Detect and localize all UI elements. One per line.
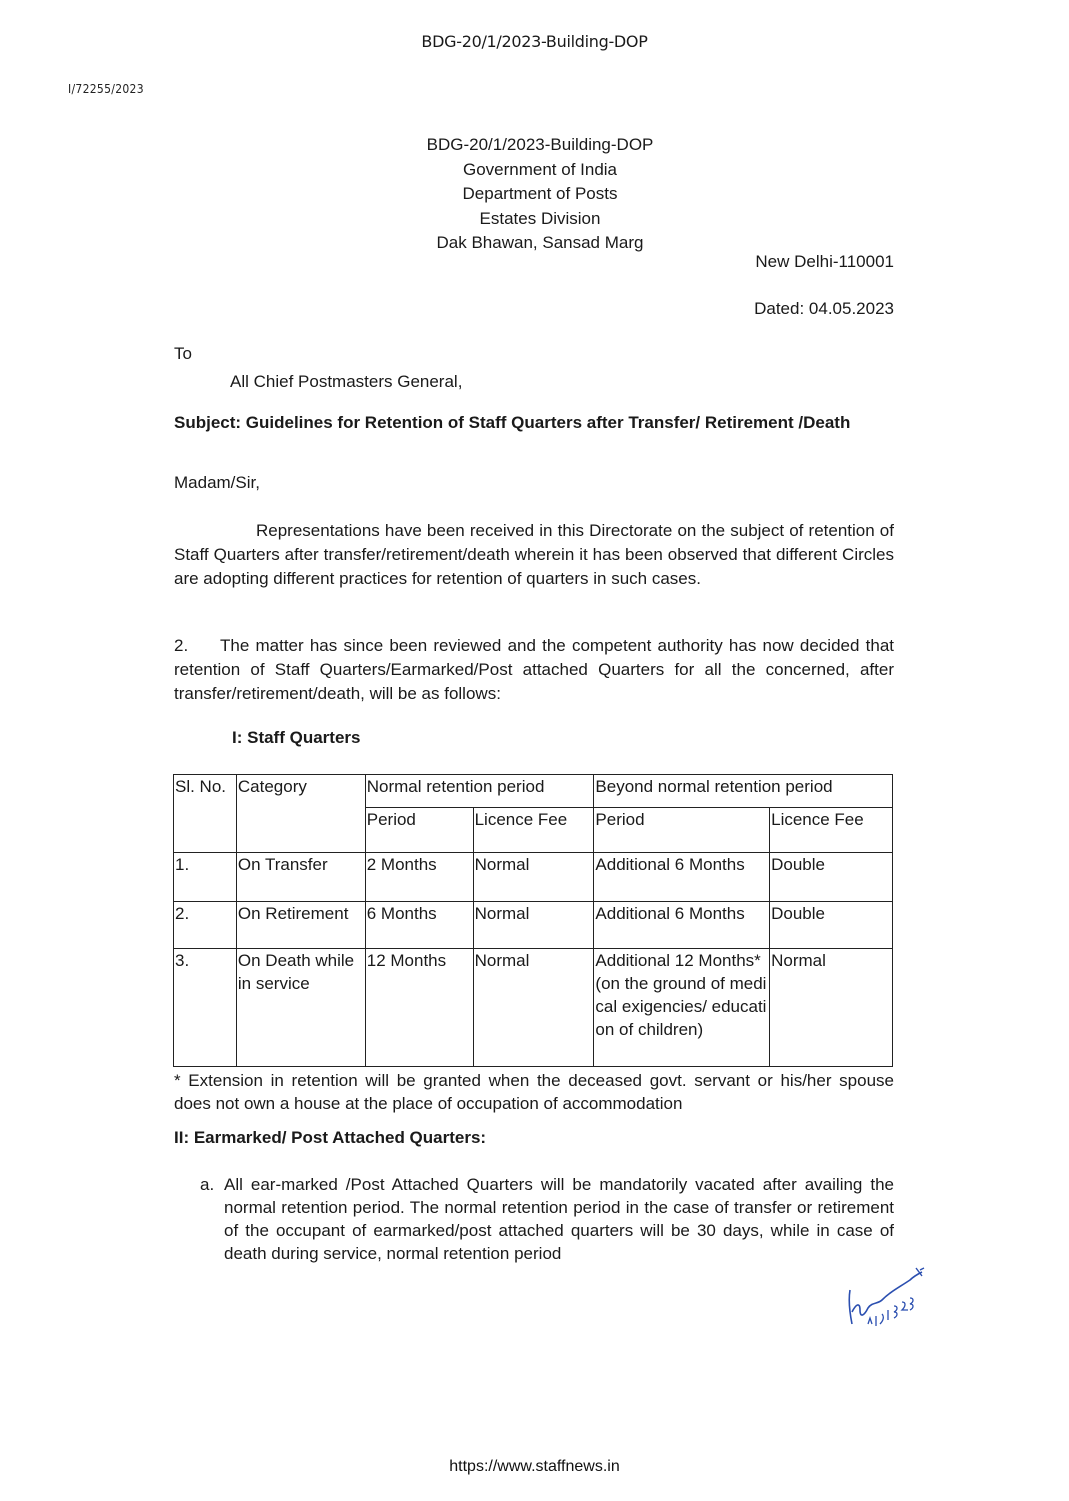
header-normal-retention: Normal retention period (365, 775, 594, 808)
cell-beyond-period: Additional 6 Months (594, 902, 770, 949)
cell-sl: 2. (174, 902, 237, 949)
department-line: Department of Posts (462, 184, 618, 203)
table-row (174, 902, 893, 949)
header-sl-no: Sl. No. (174, 775, 237, 853)
cell-beyond-period: Additional 6 Months (594, 853, 770, 902)
address-line: Dak Bhawan, Sansad Marg (436, 233, 644, 252)
section-title-staff-quarters: I: Staff Quarters (232, 728, 361, 747)
cell-normal-period: 2 Months (365, 853, 473, 902)
cell-category: On Transfer (236, 853, 365, 902)
to-label: To (174, 344, 192, 363)
cell-sl: 1. (174, 853, 237, 902)
section-title-earmarked-quarters: II: Earmarked/ Post Attached Quarters: (174, 1128, 487, 1147)
cell-category: On Death while in service (236, 949, 365, 1067)
date: Dated: 04.05.2023 (754, 299, 894, 318)
signature-icon (838, 1262, 928, 1332)
letterhead (380, 133, 700, 256)
paragraph-2 (174, 634, 894, 706)
salutation: Madam/Sir, (174, 473, 260, 492)
subject-line: Subject: Guidelines for Retention of Staff Quarters after Transfer/ Retirement /Death (174, 413, 851, 432)
file-number: I/72255/2023 (68, 82, 144, 96)
paragraph-2-text: The matter has since been reviewed and the competent authority has now decided that retention of Staff Quarters/Earmarked/Post attached Quarters for all the concerned, after transfer/retirement/death, will be as follows: (174, 636, 894, 703)
header-beyond-retention: Beyond normal retention period (594, 775, 893, 808)
division-line: Estates Division (479, 208, 601, 228)
cell-normal-fee: Normal (473, 853, 594, 902)
cell-beyond-period: Additional 12 Months*(on the ground of medical exigencies/ education of children) (594, 949, 770, 1067)
place: New Delhi-110001 (755, 252, 894, 271)
addressee: All Chief Postmasters General, (230, 372, 463, 391)
cell-normal-fee: Normal (473, 949, 594, 1067)
header-category: Category (236, 775, 365, 853)
cell-sl: 3. (174, 949, 237, 1067)
paragraph-number: 2. (174, 636, 189, 655)
header-licence-fee: Licence Fee (473, 808, 594, 853)
table-footnote: * Extension in retention will be granted when the deceased govt. servant or his/her spouse does not own a house at the place of occupation of accommodation (174, 1071, 894, 1113)
list-item-text: All ear-marked /Post Attached Quarters will be mandatorily vacated after availing the normal retention period. The normal retention period in the case of transfer or retirement of the occupant of earmarked/post attached quarters will be 30 days, while in case of death during service, normal retention period (224, 1175, 894, 1263)
cell-beyond-fee: Normal (770, 949, 893, 1067)
header-licence-fee-beyond: Licence Fee (770, 808, 893, 853)
cell-normal-fee: Normal (473, 902, 594, 949)
header-period-beyond: Period (594, 808, 770, 853)
top-file-reference: BDG-20/1/2023-Building-DOP (421, 32, 648, 51)
list-item-a (200, 1173, 894, 1265)
cell-beyond-fee: Double (770, 853, 893, 902)
cell-normal-period: 12 Months (365, 949, 473, 1067)
paragraph-1: Representations have been received in this Directorate on the subject of retention of Staff Quarters after transfer/retirement/death wherein it has been observed that different Circles are adopting different practices for retention of quarters in such cases. (174, 521, 894, 588)
cell-beyond-fee: Double (770, 902, 893, 949)
list-marker: a. (200, 1175, 215, 1194)
footer-url: https://www.staffnews.in (449, 1458, 620, 1475)
table-row (174, 853, 893, 902)
header-period: Period (365, 808, 473, 853)
cell-normal-period: 6 Months (365, 902, 473, 949)
government-line: Government of India (462, 159, 618, 179)
table-row (174, 949, 893, 1067)
cell-category: On Retirement (236, 902, 365, 949)
retention-table (173, 774, 893, 1067)
letter-reference: BDG-20/1/2023-Building-DOP (426, 135, 654, 154)
